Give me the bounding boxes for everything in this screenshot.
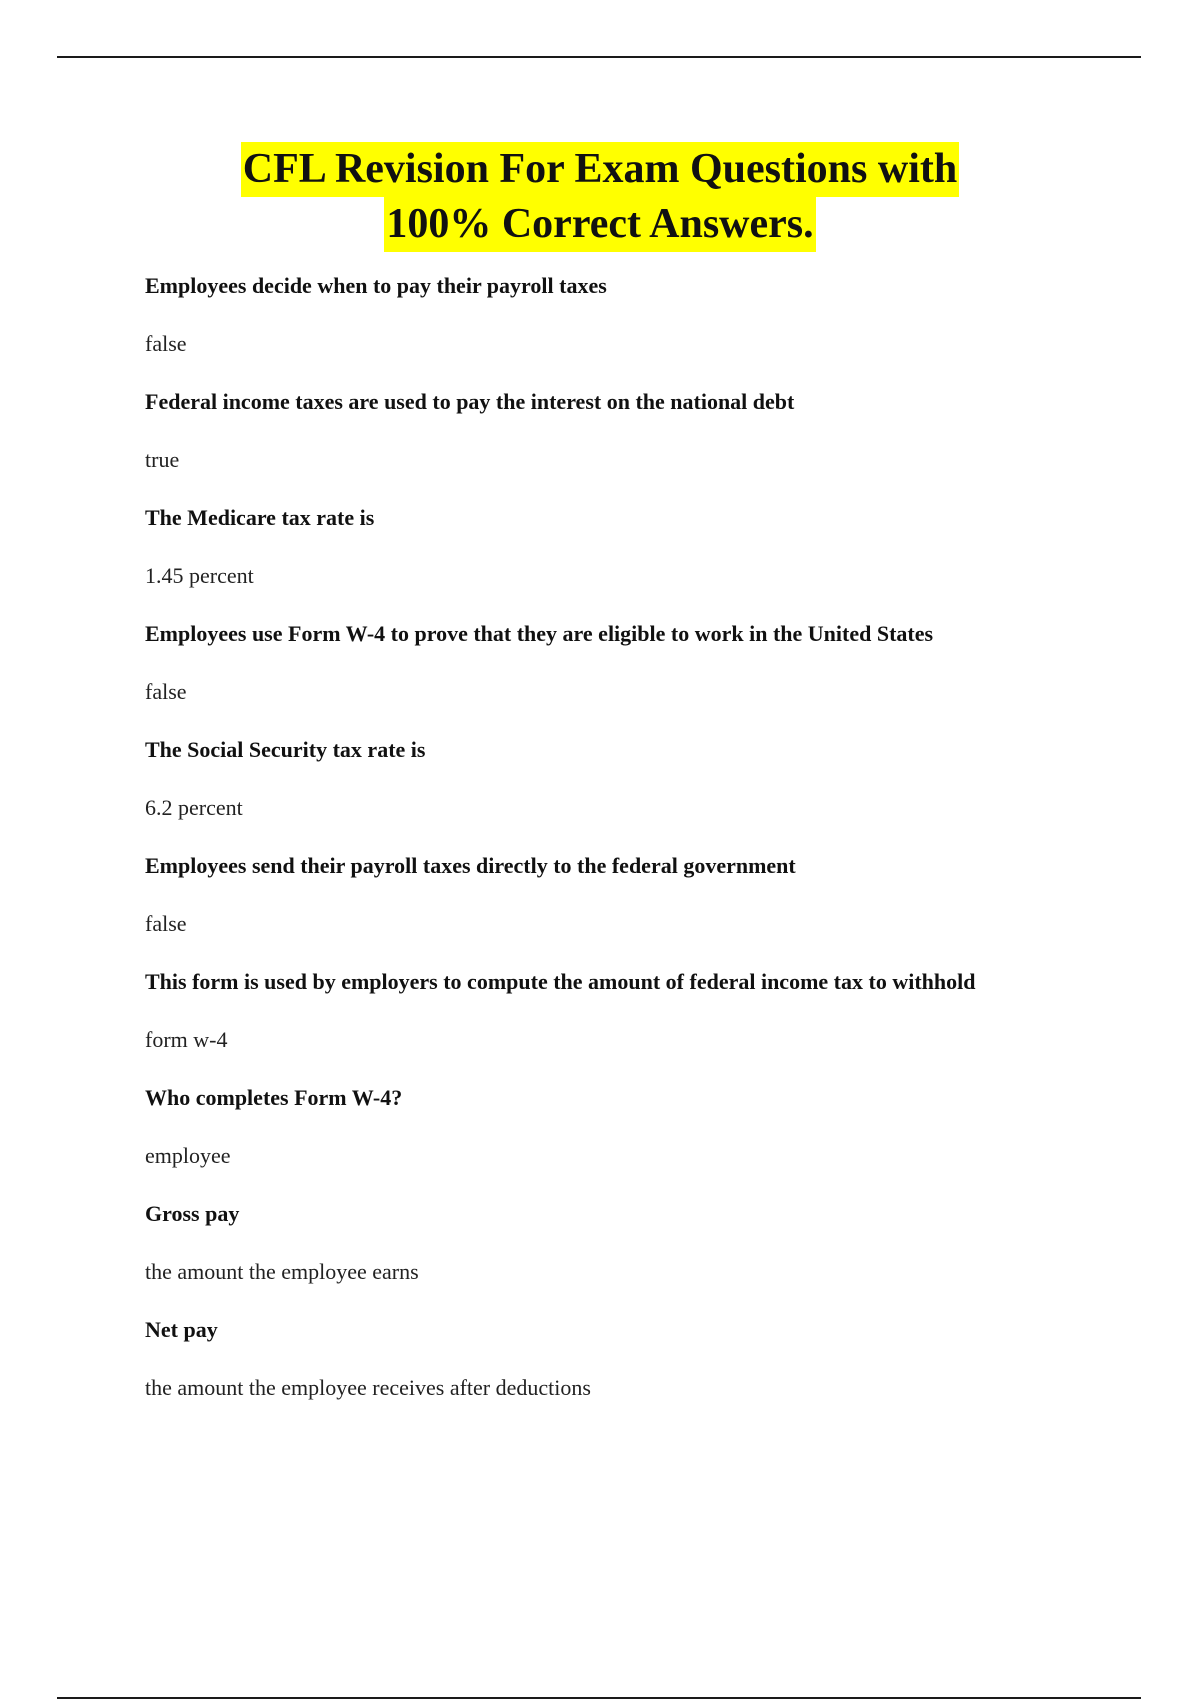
answer-text: employee [145, 1143, 231, 1168]
question-text: The Medicare tax rate is [145, 505, 375, 530]
top-rule [57, 56, 1141, 58]
qa-item [145, 264, 1145, 380]
answer-text: false [145, 331, 187, 356]
question-text: The Social Security tax rate is [145, 737, 426, 762]
qa-item [145, 1192, 1145, 1308]
qa-list [145, 264, 1145, 1424]
qa-item [145, 380, 1145, 496]
question-text: Employees use Form W-4 to prove that they are eligible to work in the United States [145, 621, 934, 646]
question-text: Who completes Form W-4? [145, 1085, 403, 1110]
qa-item [145, 496, 1145, 612]
document-title [0, 142, 1200, 252]
title-line-1: CFL Revision For Exam Questions with [241, 142, 959, 197]
question-text: Employees send their payroll taxes directly to the federal government [145, 853, 796, 878]
answer-text: 1.45 percent [145, 563, 254, 588]
qa-item [145, 1076, 1145, 1192]
title-line-2: 100% Correct Answers. [384, 197, 815, 252]
answer-text: the amount the employee receives after deductions [145, 1375, 591, 1400]
question-text: Net pay [145, 1317, 218, 1342]
qa-item [145, 960, 1145, 1076]
qa-item [145, 728, 1145, 844]
qa-item [145, 612, 1145, 728]
question-text: Gross pay [145, 1201, 240, 1226]
answer-text: the amount the employee earns [145, 1259, 419, 1284]
question-text: Federal income taxes are used to pay the interest on the national debt [145, 389, 795, 414]
question-text: Employees decide when to pay their payroll taxes [145, 273, 607, 298]
answer-text: 6.2 percent [145, 795, 243, 820]
answer-text: false [145, 679, 187, 704]
question-text: This form is used by employers to compute the amount of federal income tax to withhold [145, 969, 976, 994]
answer-text: form w-4 [145, 1027, 228, 1052]
answer-text: false [145, 911, 187, 936]
qa-item [145, 1308, 1145, 1424]
answer-text: true [145, 447, 180, 472]
qa-item [145, 844, 1145, 960]
bottom-rule [57, 1697, 1141, 1699]
